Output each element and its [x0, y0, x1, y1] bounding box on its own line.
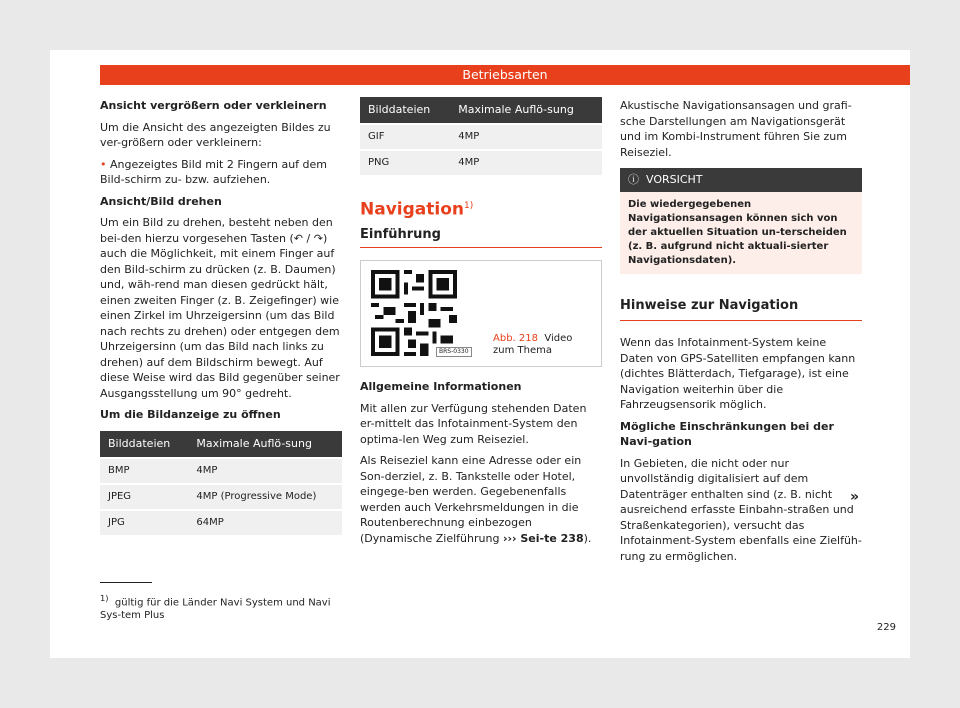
- heading-limits: Mögliche Einschränkungen bei der Navi-gation: [620, 419, 834, 448]
- table-header: Bilddateien: [100, 431, 188, 458]
- table-row: [100, 458, 342, 484]
- paragraph-zoom: Um die Ansicht des angezeigten Bildes zu ver-größern oder verkleinern:: [100, 120, 331, 149]
- heading-general-info: Allgemeine Informationen: [360, 380, 522, 394]
- bullet-zoom-text: Angezeigtes Bild mit 2 Fingern auf dem Bild-schirm zu- bzw. aufziehen.: [100, 157, 327, 186]
- page-reference-link[interactable]: ››› Sei-te 238: [502, 531, 584, 545]
- rotate-slash: /: [303, 231, 314, 245]
- info-2-end: ).: [583, 531, 592, 545]
- caution-title: VORSICHT: [646, 173, 703, 186]
- figure-label: Abb. 218: [493, 333, 538, 345]
- table-cell: GIF: [360, 124, 450, 150]
- heading-rotate: Ansicht/Bild drehen: [100, 194, 222, 208]
- footnote: [100, 592, 342, 622]
- table-cell: PNG: [360, 150, 450, 175]
- manual-page: [50, 50, 910, 658]
- heading-zoom: Ansicht vergrößern oder verkleinern: [100, 99, 327, 112]
- table-header: Maximale Auflö-sung: [188, 431, 342, 458]
- figure-code: BRS-0330: [436, 347, 472, 357]
- figure-caption: [493, 333, 593, 357]
- paragraph-rotate: [100, 215, 342, 401]
- caution-text: Die wiedergegebenen Navigationsansagen können sich von der aktuellen Situation un-terscheiden (z. B. aufgrund nicht aktuali-sierter Navigationsdaten).: [628, 198, 847, 266]
- page-header: Betriebsarten: [100, 65, 910, 85]
- caution-box: [620, 168, 862, 274]
- column-right: [620, 98, 862, 570]
- info-icon: ⓘ: [628, 173, 639, 186]
- table-row: [100, 484, 342, 510]
- table-header: Bilddateien: [360, 97, 450, 124]
- table-row: [360, 124, 602, 150]
- table-cell: 4MP (Progressive Mode): [188, 484, 342, 510]
- table-cell: JPEG: [100, 484, 188, 510]
- rotate-right-icon: ↷: [313, 231, 323, 245]
- table-header-row: [360, 97, 602, 124]
- paragraph-intro: Akustische Navigationsansagen und grafi-sche Darstellungen am Navigationsgerät und im Kombi-Instrument führen Sie zum Reiseziel.: [620, 99, 852, 159]
- column-left: [100, 98, 342, 535]
- column-middle: [360, 97, 602, 552]
- figure-video[interactable]: [360, 260, 602, 367]
- table-row: [360, 150, 602, 175]
- image-format-table: [100, 431, 342, 535]
- qr-code-icon[interactable]: [371, 270, 457, 356]
- table-header-row: [100, 431, 342, 458]
- section-title-text: Navigation: [360, 199, 464, 220]
- continue-mark: »: [850, 489, 860, 505]
- page-number: 229: [876, 622, 896, 633]
- footnote-marker: 1): [463, 201, 474, 211]
- rotate-left-icon: ↶: [293, 231, 304, 245]
- table-cell: 4MP: [450, 124, 602, 150]
- heading-open: Um die Bildanzeige zu öffnen: [100, 408, 281, 421]
- table-cell: BMP: [100, 458, 188, 484]
- rotate-text-a: Um ein Bild zu drehen, besteht neben den bei-den hierzu vorgesehen Tasten (: [100, 216, 333, 245]
- footnote-mark: 1): [100, 593, 109, 603]
- bullet-zoom: [100, 157, 342, 188]
- table-row: [100, 510, 342, 535]
- hint-title: Hinweise zur Navigation: [620, 298, 862, 322]
- caution-header: [620, 168, 862, 192]
- table-cell: 4MP: [188, 458, 342, 484]
- table-cell: 64MP: [188, 510, 342, 535]
- image-format-table-continued: [360, 97, 602, 175]
- paragraph-limits: In Gebieten, die nicht oder nur unvollständig digitalisiert auf dem Datenträger enthalten sind (z. B. nicht ausreichend erfasste Einbahn-straßen und Straßenkategorien), versucht das Infotainment-System ebenfalls eine Zielfüh-rung zu ermöglichen.: [620, 456, 862, 563]
- table-header: Maximale Auflö-sung: [450, 97, 602, 124]
- figure-caption-text: Video zum Thema: [493, 333, 573, 357]
- footnote-text: gültig für die Länder Navi System und Navi Sys-tem Plus: [100, 597, 331, 622]
- info-2-text: Als Reiseziel kann eine Adresse oder ein Son-derziel, z. B. Tankstelle oder Hotel, eingege-ben werden. Gegebenenfalls werden auch Verkehrsmeldungen in die Routenberechnung einbezogen (Dynamische Zielführung: [360, 454, 582, 545]
- footnote-divider: [100, 582, 152, 583]
- paragraph-info-1: Mit allen zur Verfügung stehenden Daten er-mittelt das Infotainment-System den optima-len Weg zum Reiseziel.: [360, 401, 587, 446]
- table-cell: JPG: [100, 510, 188, 535]
- paragraph-info-2: [360, 453, 602, 546]
- rotate-text-b: ) auch die Möglichkeit, mit einem Finger auf den Bild-schirm zu drücken (z. B. Daumen) und, wäh-rend man diesen gedrückt hält, einen zweiten Finger (z. B. Zeigefinger) wie einen Zirkel im Uhrzeigersinn (um das Bild nach rechts zu drehen) oder entgegen dem Uhrzeigersinn (um das Bild nach links zu drehen) auf dem Bildschirm bewegt. Auf diese Weise wird das Bild gegenüber seiner Ausgangsstellung um 90° gedreht.: [100, 231, 340, 400]
- section-title-navigation: [360, 195, 602, 221]
- bullet-icon: •: [100, 157, 107, 171]
- subsection-title: Einführung: [360, 227, 602, 249]
- table-cell: 4MP: [450, 150, 602, 175]
- paragraph-hint: Wenn das Infotainment-System keine Daten von GPS-Satelliten empfangen kann (dichtes Blätterdach, Tiefgarage), ist eine Navigation weiterhin über die Fahrzeugsensorik möglich.: [620, 336, 856, 411]
